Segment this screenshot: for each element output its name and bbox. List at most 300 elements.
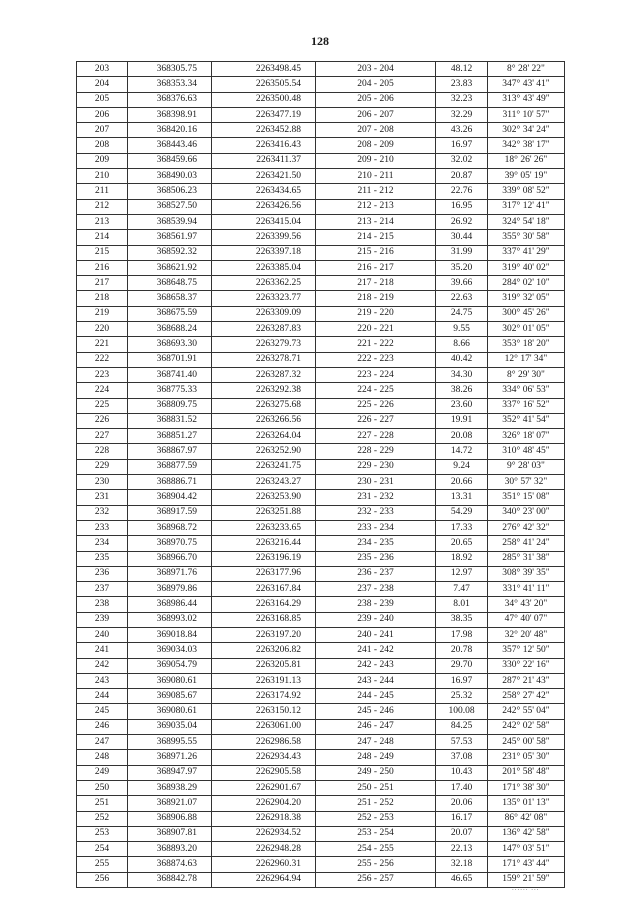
azimuth-cell: 47° 40' 07" [488,612,565,627]
table-row [77,826,565,841]
segment-cell: 226 - 227 [316,413,436,428]
point-number-cell: 240 [77,627,128,642]
y-coordinate-cell: 2263411.37 [212,153,316,168]
distance-cell: 29.70 [436,658,488,673]
table-row [77,459,565,474]
distance-cell: 24.75 [436,306,488,321]
azimuth-cell: 30° 57' 32" [488,475,565,490]
x-coordinate-cell: 368741.40 [128,367,212,382]
point-number-cell: 255 [77,857,128,872]
segment-cell: 242 - 243 [316,658,436,673]
azimuth-cell: 313° 43' 49" [488,92,565,107]
point-number-cell: 249 [77,765,128,780]
distance-cell: 20.07 [436,826,488,841]
y-coordinate-cell: 2263264.04 [212,429,316,444]
point-number-cell: 220 [77,322,128,337]
point-number-cell: 242 [77,658,128,673]
point-number-cell: 224 [77,383,128,398]
segment-cell: 248 - 249 [316,750,436,765]
distance-cell: 25.32 [436,689,488,704]
azimuth-cell: 245° 00' 58" [488,735,565,750]
table-row [77,123,565,138]
table-row [77,857,565,872]
distance-cell: 20.78 [436,643,488,658]
azimuth-cell: 357° 12' 50" [488,643,565,658]
page-number: 128 [311,34,329,48]
segment-cell: 209 - 210 [316,153,436,168]
azimuth-cell: 242° 55' 04" [488,704,565,719]
segment-cell: 253 - 254 [316,826,436,841]
point-number-cell: 237 [77,582,128,597]
segment-cell: 216 - 217 [316,260,436,275]
point-number-cell: 251 [77,796,128,811]
point-number-cell: 239 [77,612,128,627]
distance-cell: 39.66 [436,276,488,291]
x-coordinate-cell: 368592.32 [128,245,212,260]
x-coordinate-cell: 368459.66 [128,153,212,168]
point-number-cell: 206 [77,107,128,122]
table-row [77,62,565,77]
x-coordinate-cell: 368886.71 [128,475,212,490]
azimuth-cell: 351° 15' 08" [488,490,565,505]
distance-cell: 100.08 [436,704,488,719]
table-row [77,77,565,92]
x-coordinate-cell: 368561.97 [128,230,212,245]
azimuth-cell: 334° 06' 53" [488,383,565,398]
point-number-cell: 253 [77,826,128,841]
x-coordinate-cell: 368842.78 [128,872,212,887]
azimuth-cell: 317° 12' 41" [488,199,565,214]
segment-cell: 205 - 206 [316,92,436,107]
segment-cell: 214 - 215 [316,230,436,245]
azimuth-cell: 284° 02' 10" [488,276,565,291]
segment-cell: 210 - 211 [316,169,436,184]
y-coordinate-cell: 2262986.58 [212,735,316,750]
y-coordinate-cell: 2263397.18 [212,245,316,260]
segment-cell: 215 - 216 [316,245,436,260]
table-row [77,245,565,260]
y-coordinate-cell: 2263150.12 [212,704,316,719]
segment-cell: 208 - 209 [316,138,436,153]
point-number-cell: 250 [77,780,128,795]
y-coordinate-cell: 2263279.73 [212,337,316,352]
x-coordinate-cell: 368648.75 [128,276,212,291]
segment-cell: 251 - 252 [316,796,436,811]
azimuth-cell: 302° 01' 05" [488,322,565,337]
x-coordinate-cell: 368851.27 [128,429,212,444]
x-coordinate-cell: 369080.61 [128,673,212,688]
distance-cell: 18.92 [436,551,488,566]
x-coordinate-cell: 368995.55 [128,735,212,750]
y-coordinate-cell: 2263434.65 [212,184,316,199]
y-coordinate-cell: 2263498.45 [212,62,316,77]
point-number-cell: 215 [77,245,128,260]
x-coordinate-cell: 368874.63 [128,857,212,872]
table-row [77,107,565,122]
distance-cell: 10.43 [436,765,488,780]
y-coordinate-cell: 2263243.27 [212,475,316,490]
point-number-cell: 245 [77,704,128,719]
segment-cell: 244 - 245 [316,689,436,704]
x-coordinate-cell: 368539.94 [128,214,212,229]
distance-cell: 32.23 [436,92,488,107]
distance-cell: 34.30 [436,367,488,382]
x-coordinate-cell: 368490.03 [128,169,212,184]
y-coordinate-cell: 2263164.29 [212,597,316,612]
point-number-cell: 208 [77,138,128,153]
x-coordinate-cell: 368693.30 [128,337,212,352]
azimuth-cell: 355° 30' 58" [488,230,565,245]
segment-cell: 203 - 204 [316,62,436,77]
segment-cell: 218 - 219 [316,291,436,306]
y-coordinate-cell: 2263426.56 [212,199,316,214]
point-number-cell: 218 [77,291,128,306]
point-number-cell: 221 [77,337,128,352]
azimuth-cell: 311° 10' 57" [488,107,565,122]
segment-cell: 231 - 232 [316,490,436,505]
segment-cell: 249 - 250 [316,765,436,780]
distance-cell: 13.31 [436,490,488,505]
azimuth-cell: 326° 18' 07" [488,429,565,444]
segment-cell: 256 - 257 [316,872,436,887]
distance-cell: 46.65 [436,872,488,887]
segment-cell: 229 - 230 [316,459,436,474]
point-number-cell: 230 [77,475,128,490]
segment-cell: 220 - 221 [316,322,436,337]
distance-cell: 20.65 [436,536,488,551]
distance-cell: 54.29 [436,505,488,520]
point-number-cell: 232 [77,505,128,520]
table-row [77,429,565,444]
x-coordinate-cell: 368971.26 [128,750,212,765]
distance-cell: 48.12 [436,62,488,77]
point-number-cell: 211 [77,184,128,199]
segment-cell: 223 - 224 [316,367,436,382]
table-row [77,352,565,367]
point-number-cell: 223 [77,367,128,382]
segment-cell: 235 - 236 [316,551,436,566]
y-coordinate-cell: 2263233.65 [212,520,316,535]
table-row [77,750,565,765]
x-coordinate-cell: 369034.03 [128,643,212,658]
x-coordinate-cell: 368621.92 [128,260,212,275]
x-coordinate-cell: 368968.72 [128,520,212,535]
table-row [77,444,565,459]
point-number-cell: 233 [77,520,128,535]
y-coordinate-cell: 2262960.31 [212,857,316,872]
point-number-cell: 246 [77,719,128,734]
segment-cell: 252 - 253 [316,811,436,826]
point-number-cell: 226 [77,413,128,428]
x-coordinate-cell: 368305.75 [128,62,212,77]
table-row [77,566,565,581]
point-number-cell: 217 [77,276,128,291]
azimuth-cell: 39° 05' 19" [488,169,565,184]
segment-cell: 222 - 223 [316,352,436,367]
azimuth-cell: 319° 32' 05" [488,291,565,306]
segment-cell: 243 - 244 [316,673,436,688]
table-row [77,306,565,321]
point-number-cell: 207 [77,123,128,138]
x-coordinate-cell: 368904.42 [128,490,212,505]
table-row [77,214,565,229]
y-coordinate-cell: 2263241.75 [212,459,316,474]
x-coordinate-cell: 368907.81 [128,826,212,841]
y-coordinate-cell: 2263206.82 [212,643,316,658]
y-coordinate-cell: 2263452.88 [212,123,316,138]
azimuth-cell: 276° 42' 32" [488,520,565,535]
distance-cell: 17.98 [436,627,488,642]
azimuth-cell: 330° 22' 16" [488,658,565,673]
azimuth-cell: 337° 41' 29" [488,245,565,260]
y-coordinate-cell: 2263197.20 [212,627,316,642]
table-row [77,169,565,184]
segment-cell: 241 - 242 [316,643,436,658]
x-coordinate-cell: 369085.67 [128,689,212,704]
azimuth-cell: 86° 42' 08" [488,811,565,826]
point-number-cell: 247 [77,735,128,750]
distance-cell: 32.29 [436,107,488,122]
segment-cell: 221 - 222 [316,337,436,352]
point-number-cell: 235 [77,551,128,566]
distance-cell: 31.99 [436,245,488,260]
azimuth-cell: 308° 39' 35" [488,566,565,581]
azimuth-cell: 285° 31' 38" [488,551,565,566]
table-row [77,367,565,382]
distance-cell: 20.08 [436,429,488,444]
table-row [77,520,565,535]
x-coordinate-cell: 368986.44 [128,597,212,612]
azimuth-cell: 347° 43' 41" [488,77,565,92]
y-coordinate-cell: 2263505.54 [212,77,316,92]
point-number-cell: 204 [77,77,128,92]
distance-cell: 19.91 [436,413,488,428]
segment-cell: 206 - 207 [316,107,436,122]
azimuth-cell: 147° 03' 51" [488,842,565,857]
y-coordinate-cell: 2262964.94 [212,872,316,887]
point-number-cell: 243 [77,673,128,688]
segment-cell: 227 - 228 [316,429,436,444]
table-row [77,276,565,291]
table-row [77,689,565,704]
x-coordinate-cell: 369080.61 [128,704,212,719]
azimuth-cell: 319° 40' 02" [488,260,565,275]
table-row [77,413,565,428]
segment-cell: 255 - 256 [316,857,436,872]
point-number-cell: 227 [77,429,128,444]
point-number-cell: 248 [77,750,128,765]
table-row [77,872,565,887]
y-coordinate-cell: 2263216.44 [212,536,316,551]
distance-cell: 7.47 [436,582,488,597]
segment-cell: 224 - 225 [316,383,436,398]
distance-cell: 16.97 [436,138,488,153]
distance-cell: 32.02 [436,153,488,168]
azimuth-cell: 353° 18' 20" [488,337,565,352]
azimuth-cell: 258° 27' 42" [488,689,565,704]
table-row [77,475,565,490]
x-coordinate-cell: 368917.59 [128,505,212,520]
point-number-cell: 236 [77,566,128,581]
distance-cell: 40.42 [436,352,488,367]
x-coordinate-cell: 368970.75 [128,536,212,551]
point-number-cell: 231 [77,490,128,505]
distance-cell: 17.40 [436,780,488,795]
table-row [77,199,565,214]
y-coordinate-cell: 2263416.43 [212,138,316,153]
table-row [77,597,565,612]
distance-cell: 43.26 [436,123,488,138]
segment-cell: 236 - 237 [316,566,436,581]
azimuth-cell: 258° 41' 24" [488,536,565,551]
azimuth-cell: 136° 42' 58" [488,826,565,841]
segment-cell: 234 - 235 [316,536,436,551]
y-coordinate-cell: 2263205.81 [212,658,316,673]
azimuth-cell: 352° 41' 54" [488,413,565,428]
footer-mark: ...... ... [512,884,540,892]
x-coordinate-cell: 368893.20 [128,842,212,857]
table-row [77,643,565,658]
azimuth-cell: 302° 34' 24" [488,123,565,138]
segment-cell: 232 - 233 [316,505,436,520]
azimuth-cell: 171° 43' 44" [488,857,565,872]
x-coordinate-cell: 368353.34 [128,77,212,92]
y-coordinate-cell: 2262934.52 [212,826,316,841]
point-number-cell: 225 [77,398,128,413]
x-coordinate-cell: 368938.29 [128,780,212,795]
segment-cell: 250 - 251 [316,780,436,795]
segment-cell: 237 - 238 [316,582,436,597]
distance-cell: 17.33 [436,520,488,535]
distance-cell: 32.18 [436,857,488,872]
azimuth-cell: 8° 29' 30" [488,367,565,382]
point-number-cell: 252 [77,811,128,826]
point-number-cell: 213 [77,214,128,229]
distance-cell: 20.66 [436,475,488,490]
distance-cell: 16.97 [436,673,488,688]
table-row [77,536,565,551]
y-coordinate-cell: 2263196.19 [212,551,316,566]
y-coordinate-cell: 2263191.13 [212,673,316,688]
table-row [77,719,565,734]
y-coordinate-cell: 2263061.00 [212,719,316,734]
y-coordinate-cell: 2263253.90 [212,490,316,505]
x-coordinate-cell: 368398.91 [128,107,212,122]
azimuth-cell: 201° 58' 48" [488,765,565,780]
table-row [77,92,565,107]
y-coordinate-cell: 2263252.90 [212,444,316,459]
distance-cell: 23.60 [436,398,488,413]
x-coordinate-cell: 369054.79 [128,658,212,673]
segment-cell: 239 - 240 [316,612,436,627]
azimuth-cell: 339° 08' 52" [488,184,565,199]
point-number-cell: 228 [77,444,128,459]
y-coordinate-cell: 2263415.04 [212,214,316,229]
table-row [77,184,565,199]
table-row [77,842,565,857]
segment-cell: 225 - 226 [316,398,436,413]
segment-cell: 204 - 205 [316,77,436,92]
distance-cell: 57.53 [436,735,488,750]
azimuth-cell: 34° 43' 20" [488,597,565,612]
table-row [77,796,565,811]
x-coordinate-cell: 368675.59 [128,306,212,321]
x-coordinate-cell: 368443.46 [128,138,212,153]
table-row [77,398,565,413]
point-number-cell: 256 [77,872,128,887]
point-number-cell: 238 [77,597,128,612]
segment-cell: 247 - 248 [316,735,436,750]
y-coordinate-cell: 2263399.56 [212,230,316,245]
x-coordinate-cell: 368966.70 [128,551,212,566]
x-coordinate-cell: 368906.88 [128,811,212,826]
distance-cell: 22.13 [436,842,488,857]
azimuth-cell: 331° 41' 11" [488,582,565,597]
y-coordinate-cell: 2263266.56 [212,413,316,428]
y-coordinate-cell: 2263251.88 [212,505,316,520]
azimuth-cell: 171° 38' 30" [488,780,565,795]
segment-cell: 245 - 246 [316,704,436,719]
x-coordinate-cell: 369018.84 [128,627,212,642]
x-coordinate-cell: 368658.37 [128,291,212,306]
table-row [77,658,565,673]
table-row [77,735,565,750]
table-row [77,673,565,688]
segment-cell: 254 - 255 [316,842,436,857]
y-coordinate-cell: 2263174.92 [212,689,316,704]
x-coordinate-cell: 368688.24 [128,322,212,337]
distance-cell: 9.24 [436,459,488,474]
y-coordinate-cell: 2263500.48 [212,92,316,107]
azimuth-cell: 300° 45' 26" [488,306,565,321]
y-coordinate-cell: 2263292.38 [212,383,316,398]
distance-cell: 26.92 [436,214,488,229]
x-coordinate-cell: 368867.97 [128,444,212,459]
azimuth-cell: 287° 21' 43" [488,673,565,688]
azimuth-cell: 342° 38' 17" [488,138,565,153]
point-number-cell: 244 [77,689,128,704]
distance-cell: 20.87 [436,169,488,184]
x-coordinate-cell: 369035.04 [128,719,212,734]
table-row [77,551,565,566]
y-coordinate-cell: 2262901.67 [212,780,316,795]
segment-cell: 233 - 234 [316,520,436,535]
distance-cell: 38.26 [436,383,488,398]
x-coordinate-cell: 368809.75 [128,398,212,413]
y-coordinate-cell: 2263385.04 [212,260,316,275]
point-number-cell: 216 [77,260,128,275]
point-number-cell: 210 [77,169,128,184]
y-coordinate-cell: 2263287.83 [212,322,316,337]
point-number-cell: 205 [77,92,128,107]
x-coordinate-cell: 368921.07 [128,796,212,811]
table-row [77,704,565,719]
distance-cell: 20.06 [436,796,488,811]
distance-cell: 22.63 [436,291,488,306]
coordinates-table-body [77,62,565,888]
distance-cell: 14.72 [436,444,488,459]
table-row [77,260,565,275]
segment-cell: 228 - 229 [316,444,436,459]
table-row [77,612,565,627]
azimuth-cell: 310° 48' 45" [488,444,565,459]
point-number-cell: 229 [77,459,128,474]
azimuth-cell: 18° 26' 26" [488,153,565,168]
x-coordinate-cell: 368420.16 [128,123,212,138]
point-number-cell: 254 [77,842,128,857]
x-coordinate-cell: 368993.02 [128,612,212,627]
distance-cell: 16.17 [436,811,488,826]
